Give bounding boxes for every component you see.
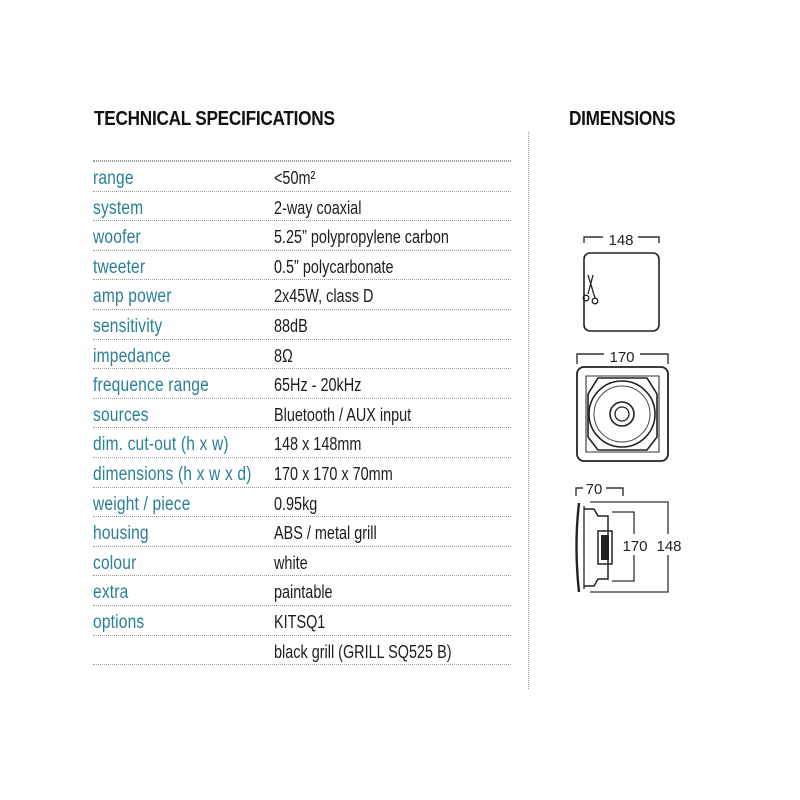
spec-label: woofer: [93, 227, 141, 249]
side-bezel: [577, 503, 580, 592]
spec-value: KITSQ1: [274, 610, 326, 632]
spec-row-extra: [93, 575, 511, 605]
spec-value: paintable: [274, 581, 333, 603]
spec-label: weight / piece: [93, 493, 191, 515]
spec-row-options: [93, 605, 511, 635]
spec-value: white: [274, 551, 308, 573]
spec-value: 8Ω: [274, 344, 293, 366]
spec-label: amp power: [93, 286, 172, 308]
spec-row-sources: [93, 398, 511, 428]
front-width-label: 170: [609, 349, 635, 366]
spec-row-housing: [93, 516, 511, 546]
front-frame: [586, 376, 659, 452]
spec-label: sources: [93, 404, 149, 426]
spec-label: dimensions (h x w x d): [93, 463, 252, 485]
spec-row-impedance: [93, 339, 511, 369]
spec-value: black grill (GRILL SQ525 B): [274, 640, 452, 662]
spec-label: options: [93, 611, 145, 633]
spec-value: 170 x 170 x 70mm: [274, 462, 393, 484]
spec-row-frequence-range: [93, 368, 511, 398]
spec-row-amp-power: [93, 279, 511, 309]
cutout-outline: [584, 253, 659, 331]
column-divider: [528, 132, 529, 689]
front-basket: [588, 378, 657, 450]
side-view-drawing: [570, 476, 690, 600]
spec-value: 2x45W, class D: [274, 285, 374, 307]
spec-table-bottom-rule: [93, 664, 511, 695]
spec-row-dimensions: [93, 457, 511, 487]
tweeter-dome: [615, 407, 629, 421]
spec-value: 0.95kg: [274, 492, 318, 514]
cutout-width-label: 148: [608, 232, 634, 249]
front-view-drawing: [572, 344, 672, 469]
spec-value: 88dB: [274, 314, 308, 336]
spec-label: range: [93, 168, 134, 189]
spec-row-range: [93, 161, 511, 191]
spec-label: sensitivity: [93, 315, 163, 337]
spec-label: impedance: [93, 345, 171, 367]
spec-value: <50m²: [274, 167, 316, 188]
spec-table: [93, 160, 511, 695]
side-inner-label: 170: [622, 538, 648, 555]
scissors-icon: [583, 275, 598, 304]
spec-value: 5.25” polypropylene carbon: [274, 226, 449, 248]
side-depth-label: 70: [585, 481, 603, 498]
side-outer-label: 148: [656, 538, 682, 555]
spec-label: colour: [93, 552, 137, 574]
spec-label: dim. cut-out (h x w): [93, 434, 229, 456]
spec-row-colour: [93, 546, 511, 576]
spec-label: extra: [93, 582, 129, 604]
spec-row-sensitivity: [93, 309, 511, 339]
side-magnet-core: [601, 535, 609, 560]
dimensions-heading: DIMENSIONS: [569, 108, 676, 130]
spec-value: Bluetooth / AUX input: [274, 403, 412, 425]
spec-row-tweeter: [93, 250, 511, 280]
spec-row-weight: [93, 487, 511, 517]
cutout-drawing: [575, 228, 675, 338]
spec-value: ABS / metal grill: [274, 522, 377, 544]
woofer-surround: [594, 386, 650, 442]
woofer-cone: [589, 381, 655, 447]
spec-label: system: [93, 197, 144, 219]
spec-value: 65Hz - 20kHz: [274, 374, 362, 396]
technical-specifications-heading: TECHNICAL SPECIFICATIONS: [94, 108, 335, 130]
spec-label: frequence range: [93, 375, 209, 397]
spec-value: 0.5” polycarbonate: [274, 255, 394, 277]
spec-row-options-extra: [93, 635, 511, 665]
spec-row-system: [93, 191, 511, 221]
spec-row-woofer: [93, 220, 511, 250]
spec-value: 2-way coaxial: [274, 196, 362, 218]
tweeter-ring: [610, 402, 634, 426]
spec-label: tweeter: [93, 256, 146, 278]
spec-label: housing: [93, 523, 149, 545]
spec-value: 148 x 148mm: [274, 433, 362, 455]
spec-row-cut-out: [93, 427, 511, 457]
